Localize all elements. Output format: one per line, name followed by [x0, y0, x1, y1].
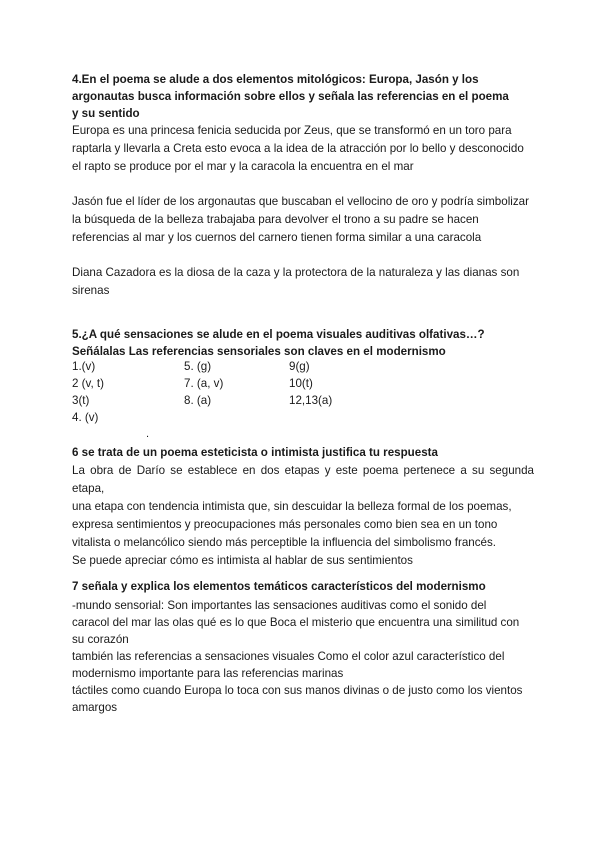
question-4 [72, 71, 534, 300]
heading-line: 4.En el poema se alude a dos elementos mitológicos: Europa, Jasón y los [72, 73, 479, 86]
question-6-heading: 6 se trata de un poema esteticista o intimista justifica tu respuesta [72, 446, 438, 459]
question-5-heading [72, 326, 534, 360]
sensory-paragraph [72, 597, 534, 648]
question-4-heading [72, 71, 534, 122]
text-line: el rapto se produce por el mar y la caracola la encuentra en el mar [72, 160, 414, 173]
text-line: su corazón [72, 633, 129, 646]
grid-cell: 4. (v) [72, 411, 99, 424]
europa-paragraph [72, 122, 534, 176]
text-line: modernismo importante para las referencias marinas [72, 667, 344, 680]
question-5 [72, 326, 534, 360]
text-line: La obra de Darío se establece en dos etapas y este poema pertenece a su segunda etapa, [72, 464, 534, 495]
text-line: raptarla y llevarla a Creta esto evoca a la idea de la atracción por lo bello y desconocido [72, 142, 524, 155]
grid-cell: 1.(v) [72, 360, 96, 373]
jason-paragraph [72, 193, 534, 247]
grid-cell: 5. (g) [184, 360, 212, 373]
heading-line: 5.¿A qué sensaciones se alude en el poema visuales auditivas olfativas…? [72, 328, 485, 341]
grid-cell: 12,13(a) [289, 394, 333, 407]
text-line: sirenas [72, 284, 110, 297]
diana-paragraph [72, 264, 534, 300]
text-line: caracol del mar las olas qué es lo que Boca el misterio que encuentra una similitud con [72, 616, 520, 629]
text-line: también las referencias a sensaciones visuales Como el color azul característico del [72, 650, 505, 663]
text-line: la búsqueda de la belleza trabajaba para devolver el trono a su padre se hacen [72, 213, 479, 226]
grid-cell: 10(t) [289, 377, 313, 390]
heading-line: Señálalas Las referencias sensoriales son claves en el modernismo [72, 345, 446, 358]
dario-paragraph [72, 462, 534, 552]
question-7 [72, 578, 534, 716]
visual-paragraph [72, 648, 534, 682]
grid-cell: 3(t) [72, 394, 90, 407]
text-line: Jasón fue el líder de los argonautas que buscaban el vellocino de oro y podría simbolizar [72, 195, 529, 208]
grid-cell: 8. (a) [184, 394, 212, 407]
grid-cell: 7. (a, v) [184, 377, 224, 390]
heading-line: y su sentido [72, 107, 140, 120]
intimista-paragraph: Se puede apreciar cómo es intimista al hablar de sus sentimientos [72, 554, 413, 567]
text-line: vitalista o melancólico siendo más perceptible la influencia del simbolismo francés. [72, 536, 497, 549]
text-line: táctiles como cuando Europa lo toca con sus manos divinas o de justo como los vientos [72, 684, 523, 697]
question-7-heading: 7 señala y explica los elementos temáticos característicos del modernismo [72, 580, 486, 593]
stray-dot: . [146, 428, 150, 440]
grid-cell: 9(g) [289, 360, 310, 373]
text-line: Europa es una princesa fenicia seducida por Zeus, que se transformó en un toro para [72, 124, 512, 137]
heading-line: argonautas busca información sobre ellos y señala las referencias en el poema [72, 90, 509, 103]
text-line: referencias al mar y los cuernos del carnero tienen forma similar a una caracola [72, 231, 482, 244]
text-line: Diana Cazadora es la diosa de la caza y la protectora de la naturaleza y las dianas son [72, 266, 520, 279]
text-line: una etapa con tendencia intimista que, sin descuidar la belleza formal de los poemas, [72, 500, 512, 513]
text-line: -mundo sensorial: Son importantes las sensaciones auditivas como el sonido del [72, 599, 487, 612]
text-line: expresa sentimientos y preocupaciones más personales como bien sea en un tono [72, 518, 498, 531]
tactile-paragraph [72, 682, 534, 716]
text-line: amargos [72, 701, 118, 714]
question-6 [72, 444, 534, 570]
grid-cell: 2 (v, t) [72, 377, 104, 390]
